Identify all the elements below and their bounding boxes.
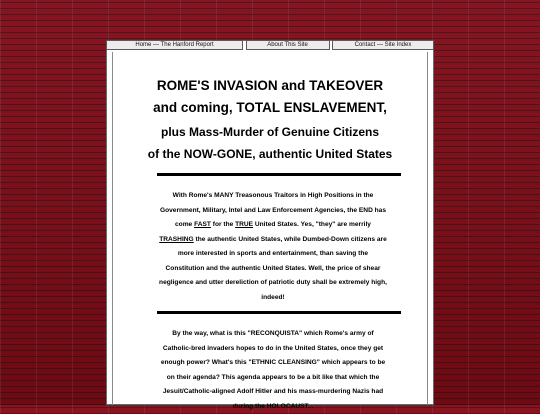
title-line-1: ROME'S INVASION and TAKEOVER [156,78,384,93]
title-line-2: and coming, TOTAL ENSLAVEMENT, [153,100,387,115]
reconquista-paragraph: By the way, what is this "RECONQUISTA" which Rome's army of Catholic-bred invaders hopes to do in the United States, once they get enough power? What's this "ETHNIC CLEANSING" which appears to be on their agenda? This agenda appears to be a bit like that which the Jesuit/Catholic-aligned Adolf Hitler and his mass-murdering Nazis had during the HOLOCAUST... [160,330,386,410]
intro-paragraph [158,189,388,305]
nav-contact-button[interactable]: Contact — Site Index [332,40,434,50]
para1-text-d: the authentic United States, while Dumbed-Down citizens are more interested in sports and entertainment, than saving the Constitution and the authentic United States. Well, the price of shear negligence and utter dereliction of patriotic duty shall be extremely high, indeed! [159,235,387,301]
subtitle-line-1: plus Mass-Murder of Genuine Citizens [160,125,380,139]
para1-fast-word: FAST [194,221,211,228]
divider-rule [157,311,401,314]
para1-text-c: United States. Yes, "they" are merrily [253,221,371,228]
para1-true-word: TRUE [235,221,254,228]
nav-about-button[interactable]: About This Site [246,40,330,50]
divider-rule [157,173,401,176]
para1-text-b: for the [210,221,236,228]
top-nav [106,40,434,51]
para1-text-a: With Rome's MANY Treasonous Traitors in High Positions in the Government, Military, Intel and Law Enforcement Agencies, the END has come [159,192,387,228]
page-subtitle [113,121,427,165]
para1-trashing-word: TRASHING [159,235,194,243]
subtitle-line-2: of the NOW-GONE, authentic United States [147,147,393,161]
nav-home-button[interactable]: Home — The Hanford Report [106,40,243,50]
page-title [113,75,427,119]
content-column [112,52,428,410]
